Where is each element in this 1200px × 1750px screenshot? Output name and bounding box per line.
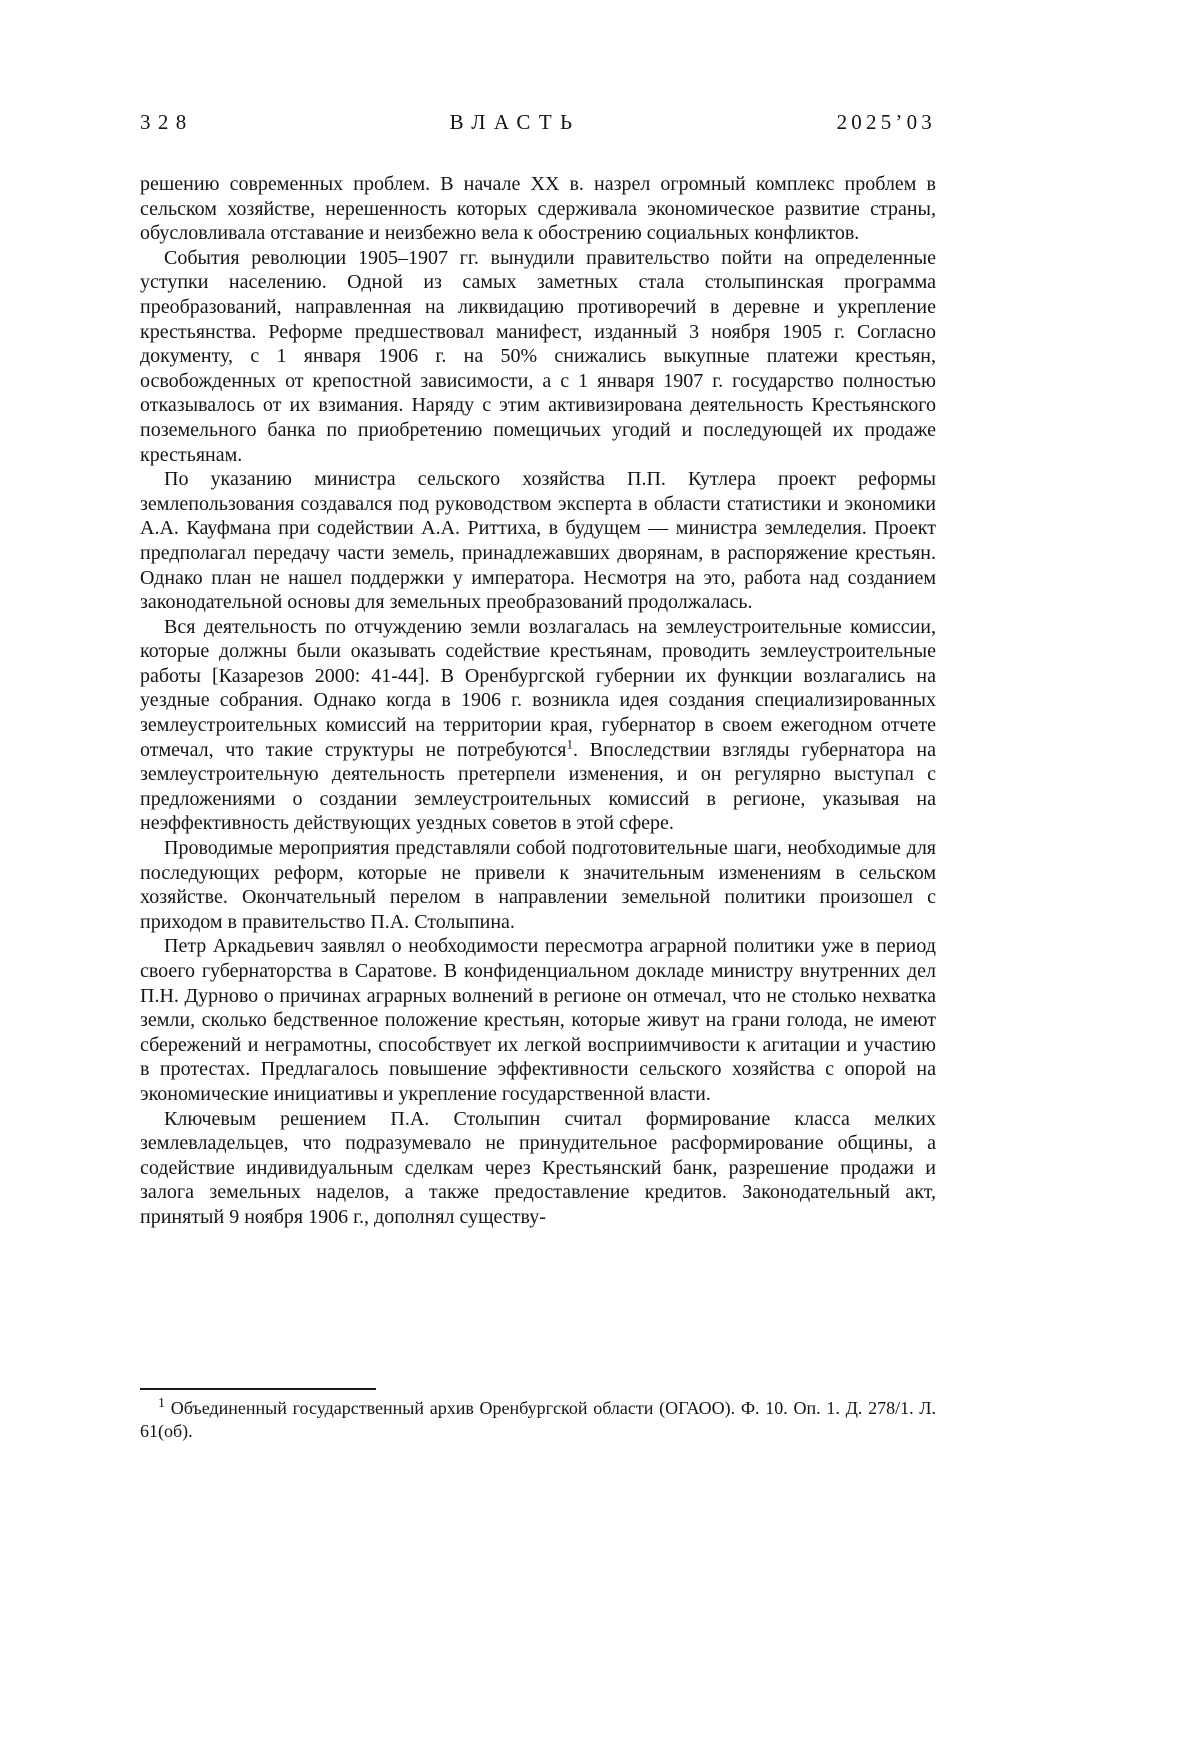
- footnote-reference: 1: [566, 736, 573, 751]
- paragraph: Проводимые мероприятия представляли собой подготовительные шаги, необходимые для последующих реформ, которые не привели к значительным изменениям в сельском хозяйстве. Окончательный перелом в направлении земельной политики произошел с приходом в правительство П.А. Столыпина.: [140, 837, 936, 933]
- page-header: [140, 110, 936, 135]
- page-number: 328: [140, 110, 194, 134]
- footnote-area: [140, 1388, 936, 1442]
- paragraph-continuation: решению современных проблем. В начале XX в. назрел огромный комплекс проблем в сельском хозяйстве, нерешенность которых сдерживала экономическое развитие страны, обусловливала отставание и неизбежно вела к обострению социальных конфликтов.: [140, 173, 936, 245]
- issue-number: 2025’03: [836, 110, 936, 134]
- footnote: [140, 1397, 936, 1442]
- paragraph: По указанию министра сельского хозяйства П.П. Кутлера проект реформы землепользования создавался под руководством эксперта в области статистики и экономики А.А. Кауфмана при содействии А.А. Риттиха, в будущем — министра земледелия. Проект предполагал передачу части земель, принадлежавших дворянам, в распоряжение крестьян. Однако план не нашел поддержки у императора. Несмотря на это, работа над созданием законодательной основы для земельных преобразований продолжалась.: [140, 468, 936, 614]
- paragraph: Петр Аркадьевич заявлял о необходимости пересмотра аграрной политики уже в период своего губернаторства в Саратове. В конфиденциальном докладе министру внутренних дел П.Н. Дурново о причинах аграрных волнений в регионе он отмечал, что не столько нехватка земли, сколько бедственное положение крестьян, которые живут на грани голода, не имеют сбережений и неграмотны, способствует их легкой восприимчивости к агитации и участию в протестах. Предлагалось повышение эффективности сельского хозяйства с опорой на экономические инициативы и укрепление государственной власти.: [140, 935, 936, 1105]
- footnote-marker: 1: [158, 1396, 165, 1411]
- footnote-text: Объединенный государственный архив Оренбургской области (ОГАОО). Ф. 10. Оп. 1. Д. 278/1. Л. 61(об).: [140, 1398, 936, 1441]
- paragraph-text: . Впоследствии взгляды губернатора на землеустроительную деятельность претерпели изменения, и он регулярно выступал с предложениями о создании землеустроительных комиссий в регионе, указывая на неэффективность действующих уездных советов в этой сфере.: [140, 738, 937, 835]
- paragraph: События революции 1905–1907 гг. вынудили правительство пойти на определенные уступки населению. Одной из самых заметных стала столыпинская программа преобразований, направленная на ликвидацию противоречий в деревне и укрепление крестьянства. Реформе предшествовал манифест, изданный 3 ноября 1905 г. Согласно документу, с 1 января 1906 г. на 50% снижались выкупные платежи крестьян, освобожденных от крепостной зависимости, а с 1 января 1907 г. государство полностью отказывалось от их взимания. Наряду с этим активизирована деятельность Крестьянского поземельного банка по приобретению помещичьих угодий и последующей их продаже крестьянам.: [140, 246, 936, 466]
- paragraph-text: Вся деятельность по отчуждению земли возлагалась на землеустроительные комиссии, которые должны были оказывать содействие крестьянам, проводить землеустроительные работы [Казарезов 2000: 41-44]. В Оренбургской губернии их функции возлагались на уездные собрания. Однако когда в 1906 г. возникла идея создания специализированных землеустроительных комиссий на территории края, губернатор в своем ежегодном отчете отмечал, что такие структуры не потребуются: [140, 615, 936, 761]
- journal-title: ВЛАСТЬ: [449, 110, 581, 134]
- article-body: [140, 172, 936, 1230]
- footnote-rule: [140, 1388, 376, 1390]
- paragraph: Ключевым решением П.А. Столыпин считал формирование класса мелких землевладельцев, что подразумевало не принудительное расформирование общины, а содействие индивидуальным сделкам через Крестьянский банк, разрешение продажи и залога земельных наделов, а также предоставление кредитов. Законодательный акт, принятый 9 ноября 1906 г., дополнял существу-: [140, 1107, 936, 1228]
- paragraph-with-footnote: [140, 615, 936, 836]
